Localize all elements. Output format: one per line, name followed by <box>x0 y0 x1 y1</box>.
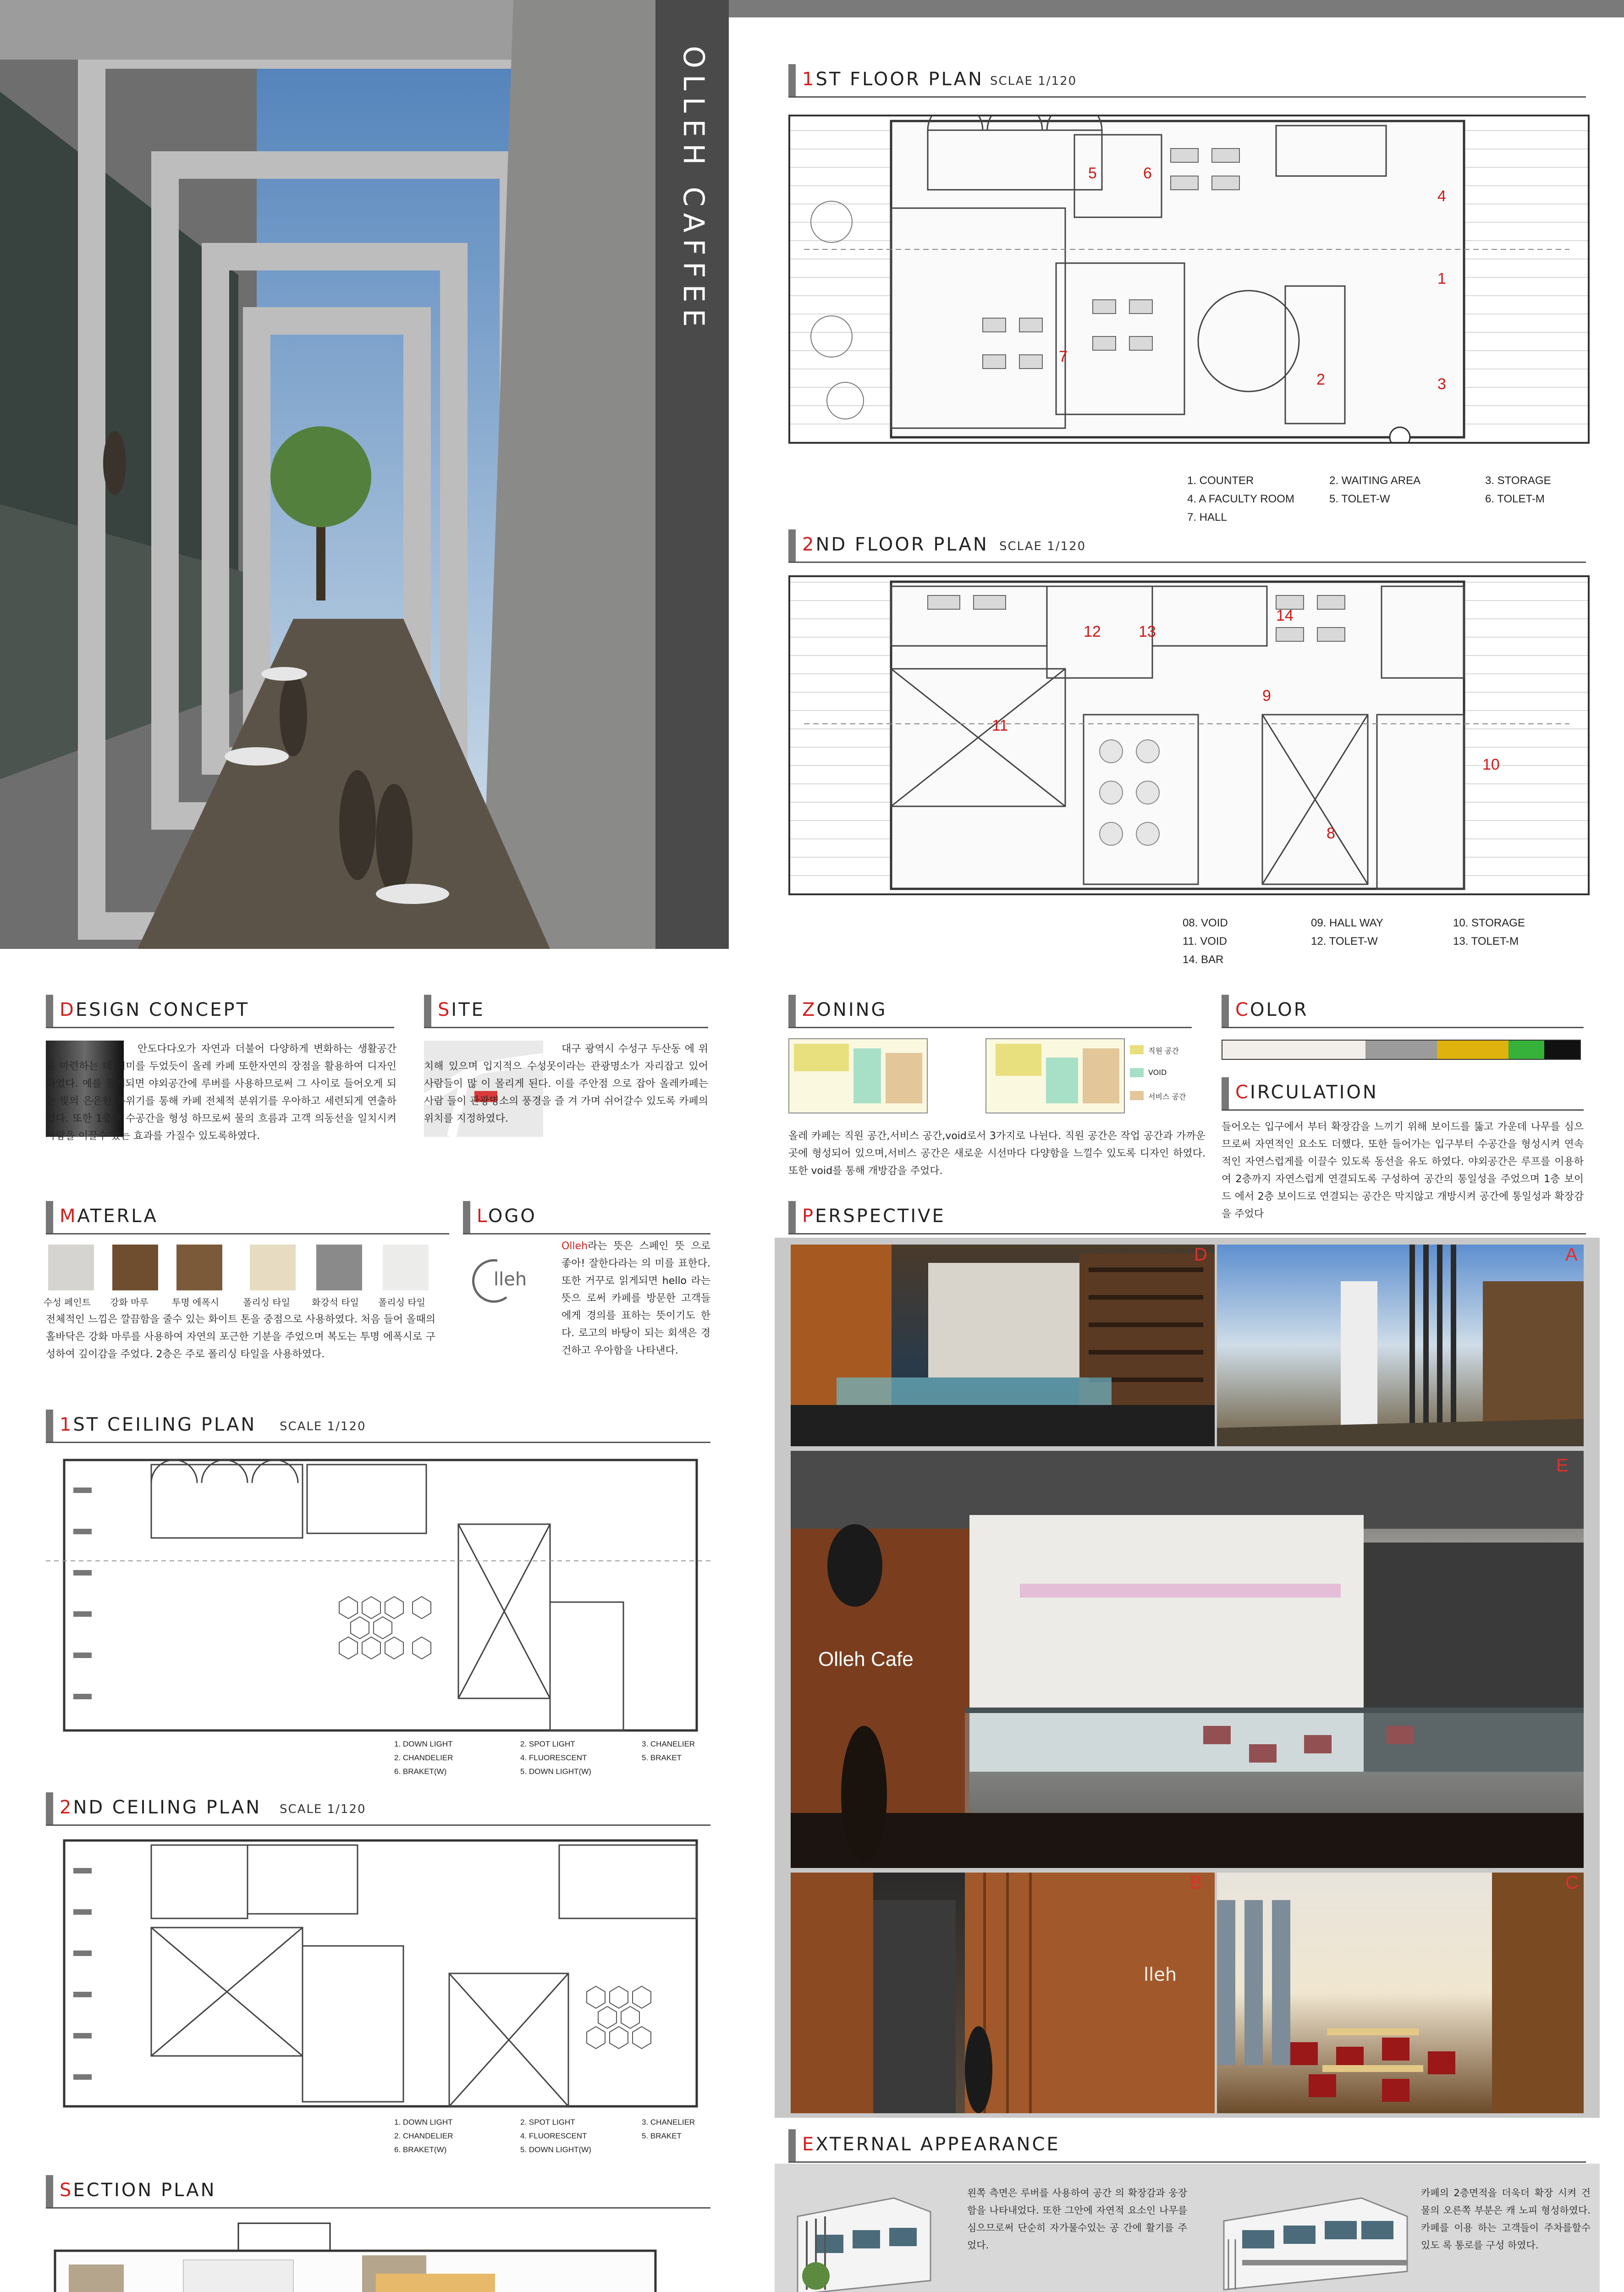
heading-initial: 1 <box>60 1414 73 1435</box>
floor2-legend-item: 10. STORAGE <box>1453 917 1525 929</box>
room-number-5: 5 <box>1088 165 1097 182</box>
perspective-render-e <box>791 1451 1584 1868</box>
legend-label-service: 서비스 공간 <box>1148 1092 1186 1101</box>
zone-staff <box>794 1044 849 1071</box>
room-number-8: 8 <box>1327 825 1335 842</box>
ceiling1-header <box>46 1410 710 1443</box>
floor2-scale: SCLAE 1/120 <box>999 540 1086 553</box>
circulation-title: CIRCULATION <box>1235 1082 1378 1103</box>
header-bar <box>46 1201 53 1233</box>
header-bar <box>46 1410 53 1442</box>
header-bar <box>1222 1077 1229 1109</box>
ceiling1-legend-item: 6. BRAKET(W) <box>394 1767 447 1776</box>
heading-initial: C <box>1235 999 1250 1020</box>
perspective-label-e: E <box>1556 1455 1569 1476</box>
ceiling2-legend-item: 2. CHANDELIER <box>394 2132 453 2140</box>
logo-mark <box>465 1247 557 1316</box>
zoning-legend <box>1130 1043 1194 1112</box>
external-render-right <box>1215 2171 1412 2292</box>
floor2-legend-item: 11. VOID <box>1183 935 1227 948</box>
color-swatch-grey <box>1365 1041 1437 1059</box>
hero-render <box>0 0 655 949</box>
section-drawing-svg <box>46 2214 710 2292</box>
title-band-top-stripe <box>729 0 1624 17</box>
heading-initial: D <box>60 999 76 1020</box>
zoning-title: ZONING <box>802 999 887 1020</box>
material-swatch-polish-tile-2 <box>383 1245 429 1290</box>
design-concept-header <box>46 995 394 1028</box>
ceiling1-legend-item: 5. DOWN LIGHT(W) <box>520 1767 591 1776</box>
ceiling2-legend-item: 6. BRAKET(W) <box>394 2145 447 2154</box>
floor1-legend-item: 4. A FACULTY ROOM <box>1187 493 1294 505</box>
ceiling1-plan-svg <box>46 1455 710 1735</box>
room-number-1: 1 <box>1437 270 1446 287</box>
color-header <box>1222 995 1584 1028</box>
floor2-legend-item: 12. TOLET-W <box>1311 935 1378 948</box>
ceiling2-legend-item: 3. CHANELIER <box>642 2118 695 2127</box>
room-number-9: 9 <box>1262 687 1271 705</box>
floor1-plan-svg <box>790 116 1588 442</box>
material-label: 폴리싱 타일 <box>243 1297 290 1308</box>
project-title: OLLEH CAFFEE <box>677 46 710 333</box>
room-number-6: 6 <box>1143 165 1152 182</box>
color-swatch-black <box>1544 1041 1580 1059</box>
heading-initial: M <box>60 1206 77 1227</box>
legend-swatch-service <box>1130 1091 1144 1100</box>
header-bar <box>788 995 796 1027</box>
legend-swatch-staff <box>1130 1045 1144 1054</box>
heading-initial: S <box>438 999 451 1020</box>
material-label: 수성 페인트 <box>44 1297 91 1308</box>
perspective-header <box>788 1201 1586 1234</box>
header-bar <box>46 1792 53 1824</box>
floor2-plan-svg <box>790 577 1588 893</box>
floor2-legend-item: 08. VOID <box>1183 917 1228 929</box>
perspective-label-b: B <box>1189 1873 1202 1893</box>
floor1-legend-item: 3. STORAGE <box>1485 474 1551 487</box>
ceiling2-legend-item: 5. DOWN LIGHT(W) <box>520 2145 591 2154</box>
legend-swatch-void <box>1130 1068 1144 1077</box>
color-swatch-white <box>1222 1041 1365 1059</box>
room-number-2: 2 <box>1316 371 1325 388</box>
floor2-legend <box>1183 915 1595 970</box>
legend-label-void: VOID <box>1148 1068 1167 1077</box>
logo-header <box>463 1201 710 1234</box>
heading-initial: Z <box>802 999 817 1020</box>
heading-initial: E <box>802 2134 816 2155</box>
ceiling2-legend-item: 5. BRAKET <box>642 2132 682 2140</box>
header-bar <box>46 995 53 1027</box>
circulation-text: 들어오는 입구에서 부터 확장감을 느끼기 위해 보이드를 뚫고 가운데 나무를 심으므로써 자연적인 요소도 더했다. 또한 들어가는 입구부터 수공간을 형성시켜 연속적인 자연스럽게를 이끌수 있도록 동선을 유도 하였다. 야외공간은 루프를 이용하여 2층까지 자연스럽게 연결되도록 구성하여 공간의 통일성을 주었으며 1층 보이드 에서 2층 보이드로 연결되는 공간은 막지않고 개방시켜 공간에 통일성과 확장감을 주었다 <box>1222 1121 1584 1220</box>
room-number-13: 13 <box>1139 623 1156 640</box>
header-bar <box>46 2175 53 2207</box>
perspective-render-b-svg <box>791 1873 1215 2113</box>
room-number-7: 7 <box>1059 348 1068 365</box>
material-header <box>46 1201 449 1234</box>
color-title: COLOR <box>1235 999 1309 1020</box>
perspective-label-a: A <box>1565 1245 1578 1265</box>
site-header <box>424 995 708 1028</box>
zoning-text: 올레 카페는 직원 공간,서비스 공간,void로서 3가지로 나뉜다. 직원 공간은 작업 공간과 가까운 곳에 형성되어 있으며,서비스 공간은 새로운 시선마다 다양함을 느낄수 있도록 디자인 하였다. 또한 void를 통해 개방감을 주었다. <box>788 1130 1206 1177</box>
color-swatch-yellow <box>1437 1041 1508 1059</box>
external-render-right-svg <box>1215 2171 1412 2292</box>
header-bar <box>788 2129 796 2161</box>
ceiling2-legend-item: 2. SPOT LIGHT <box>520 2118 575 2127</box>
zoning-diagram-1 <box>788 1038 928 1113</box>
room-number-3: 3 <box>1437 375 1446 393</box>
cafe-signage: Olleh Cafe <box>818 1648 914 1670</box>
material-text: 전체적인 느낌은 깔끔함을 줄수 있는 화이트 톤을 중점으로 사용하였다. 처음 들어 올때의 홀바닥은 강화 마루를 사용하여 자연의 포근한 기분을 주었으며 복도는 투명 에폭시로 구성하여 깊이감을 주었다. 2층은 주로 폴리싱 타일을 사용하였다. <box>46 1314 435 1360</box>
zone-staff <box>996 1044 1041 1076</box>
hero-render-drawing <box>0 0 655 949</box>
ceiling1-plan-drawing <box>46 1455 710 1735</box>
legend-label-staff: 직원 공간 <box>1148 1047 1179 1055</box>
header-bar <box>788 529 796 562</box>
logo-text <box>562 1238 710 1371</box>
material-swatch-wood <box>112 1245 158 1290</box>
material-swatch-paint <box>48 1245 94 1290</box>
floor1-header <box>788 64 1586 98</box>
heading-initial: 1 <box>802 69 816 90</box>
ceiling1-legend-item: 1. DOWN LIGHT <box>394 1740 453 1748</box>
header-bar <box>1222 995 1229 1027</box>
perspective-title: PERSPECTIVE <box>802 1206 946 1227</box>
ceiling2-title: 2ND CEILING PLAN <box>60 1797 262 1818</box>
external-render-left <box>788 2171 935 2292</box>
material-label: 투명 에폭시 <box>172 1297 219 1308</box>
logo-title: LOGO <box>477 1206 537 1227</box>
room-number-11: 11 <box>992 717 1008 734</box>
color-palette <box>1222 1040 1581 1060</box>
material-swatch-polish-tile <box>250 1245 296 1290</box>
floor2-title: 2ND FLOOR PLAN <box>802 534 989 555</box>
material-swatch-granite <box>316 1245 362 1290</box>
section-drawing <box>46 2214 710 2292</box>
logo-wordmark: lleh <box>494 1269 527 1290</box>
zone-void <box>1046 1058 1078 1103</box>
logo-highlight: Olleh <box>562 1240 588 1252</box>
floor2-legend-item: 09. HALL WAY <box>1311 917 1383 929</box>
perspective-render-c <box>1217 1873 1584 2113</box>
zone-service <box>1083 1048 1119 1103</box>
floor1-legend-item: 1. COUNTER <box>1187 474 1254 487</box>
color-swatch-green <box>1508 1041 1544 1059</box>
ceiling2-scale: SCALE 1/120 <box>280 1802 366 1816</box>
room-number-14: 14 <box>1276 607 1294 624</box>
perspective-render-a <box>1217 1245 1584 1446</box>
floor1-legend <box>1187 472 1600 527</box>
heading-initial: 2 <box>802 534 816 555</box>
ceiling2-legend-item: 4. FLUORESCENT <box>520 2132 587 2140</box>
external-render-left-svg <box>788 2171 935 2292</box>
zone-service <box>886 1053 922 1103</box>
design-concept-text: 안도다다오가 자연과 더불어 다양하게 변화하는 생활공간을 마련하는 데 의미를 두었듯이 올레 카페 또한자연의 장점을 활용하여 디자인 하였다. 예를 들게되면 야외공간에 루버를 사용하므로써 그 사이로 들어오게 되는 빛의 은은한 분위기를 통해 카페 전체적 분위기를 우아하고 세련되게 연출하였다. 또한 1층에 수공간을 형성 하므로써 물의 흐름과 고객 의동선을 일치시켜 사람을 이끌수 있는 효과를 가질수 있도록하였다. <box>46 1043 396 1142</box>
material-label: 폴리싱 타일 <box>378 1297 425 1308</box>
floor1-legend-item: 6. TOLET-M <box>1485 493 1545 505</box>
ceiling2-plan-drawing <box>46 1836 710 2111</box>
floor2-header <box>788 529 1586 563</box>
logo-description: 라는 뜻은 스페인 뜻 으로 좋아! 잘한다라는 의 미를 표한다. 또한 거꾸로 읽게되면 hello 라는 뜻으 로써 카페를 방문한 고객들에게 경의를 표하는 뜻이기도 한다. 로고의 바탕이 되는 회색은 경 건하고 우아함을 나타낸다. <box>562 1240 710 1356</box>
design-concept-title: DESIGN CONCEPT <box>60 999 249 1020</box>
ceiling1-legend-item: 5. BRAKET <box>642 1753 682 1762</box>
external-text-left: 왼쪽 측면은 루버를 사용하여 공간 의 확장감과 웅장함을 나타내었다. 또한 그안에 자연적 요소인 나무를 심으므로써 단순히 자가물수있는 공 간에 활기를 주었다. <box>967 2187 1187 2251</box>
heading-initial: P <box>802 1206 815 1227</box>
ceiling1-legend-item: 3. CHANELIER <box>642 1740 695 1748</box>
floor2-legend-item: 14. BAR <box>1183 953 1224 966</box>
section-title: SECTION PLAN <box>60 2180 216 2201</box>
zoning-diagram-2 <box>985 1038 1125 1113</box>
perspective-label-c: C <box>1565 1873 1579 1893</box>
site-title: SITE <box>438 999 485 1020</box>
header-bar <box>424 995 431 1027</box>
external-title: EXTERNAL APPEARANCE <box>802 2134 1060 2155</box>
material-title: MATERLA <box>60 1206 158 1227</box>
perspective-render-b <box>791 1873 1215 2113</box>
perspective-render-c-svg <box>1217 1873 1584 2113</box>
perspective-render-a-svg <box>1217 1245 1584 1446</box>
floor1-legend-item: 2. WAITING AREA <box>1329 474 1421 487</box>
heading-initial: 2 <box>60 1797 73 1818</box>
external-header <box>788 2129 1586 2163</box>
ceiling2-plan-svg <box>46 1836 710 2111</box>
circulation-header <box>1222 1077 1584 1111</box>
perspective-render-d <box>791 1245 1215 1446</box>
header-bar <box>788 1201 796 1233</box>
ceiling1-legend-item: 4. FLUORESCENT <box>520 1753 587 1762</box>
header-bar <box>463 1201 470 1233</box>
floor1-plan-drawing <box>788 115 1590 444</box>
ceiling1-title: 1ST CEILING PLAN <box>60 1414 257 1435</box>
ceiling2-header <box>46 1792 710 1826</box>
perspective-render-d-svg <box>791 1245 1215 1446</box>
ceiling1-scale: SCALE 1/120 <box>280 1420 366 1433</box>
ceiling1-legend-item: 2. SPOT LIGHT <box>520 1740 575 1748</box>
material-swatch-epoxy <box>176 1245 222 1290</box>
floor2-plan-drawing <box>788 575 1590 895</box>
ceiling2-legend-item: 1. DOWN LIGHT <box>394 2118 453 2127</box>
heading-initial: S <box>60 2180 73 2201</box>
zoning-header <box>788 995 1192 1028</box>
perspective-label-d: D <box>1194 1245 1207 1265</box>
floor1-scale: SCLAE 1/120 <box>990 74 1077 88</box>
zone-void <box>853 1048 881 1103</box>
material-label: 화강석 타일 <box>312 1297 359 1308</box>
floor2-legend-item: 13. TOLET-M <box>1453 935 1519 948</box>
wall-logo: lleh <box>1144 1964 1177 1985</box>
room-number-4: 4 <box>1437 187 1446 205</box>
ceiling1-legend <box>394 1737 715 1781</box>
header-bar <box>788 64 796 96</box>
heading-initial: L <box>477 1206 488 1227</box>
title-band <box>655 0 729 949</box>
external-text-right: 카페의 2층면적을 더욱더 확장 시켜 건물의 오른쪽 부분은 캐 노피 형성하였다. 카페를 이용 하는 고객들이 주차를할수 있도 록 통로를 구성 하였다. <box>1421 2187 1591 2251</box>
heading-initial: C <box>1235 1082 1250 1103</box>
floor1-legend-item: 7. HALL <box>1187 511 1227 523</box>
floor1-title: 1ST FLOOR PLAN <box>802 69 984 90</box>
material-label: 강화 마루 <box>110 1297 149 1308</box>
room-number-10: 10 <box>1482 756 1500 773</box>
ceiling2-legend <box>394 2116 715 2159</box>
site-text: 대구 광역시 수성구 두산동 에 위치해 있으며 입지적으 수성못이라는 관광명소가 자리잡고 있어 사람들이 많 이 몰리게 된다. 이를 주안점 으로 잡아 올레카페는 사람 들이 관광명소의 풍경을 즐 겨 가며 쉬어갈수 있도록 카페의 위치를 지정하였다. <box>424 1043 708 1124</box>
ceiling1-legend-item: 2. CHANDELIER <box>394 1753 453 1762</box>
room-number-12: 12 <box>1084 623 1101 640</box>
section-header <box>46 2175 710 2209</box>
floor1-legend-item: 5. TOLET-W <box>1329 493 1390 505</box>
